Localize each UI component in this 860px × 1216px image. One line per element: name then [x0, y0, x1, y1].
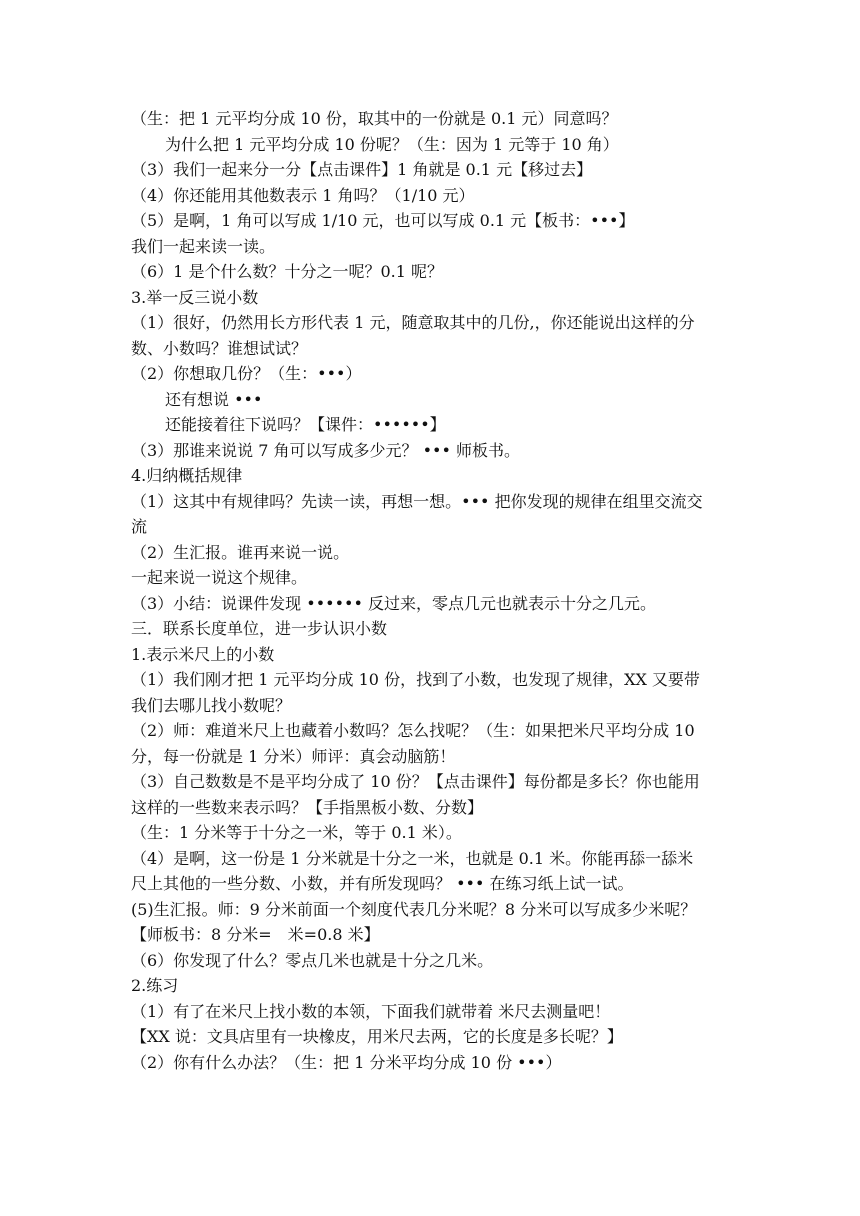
- text-line: (5)生汇报。师：9 分米前面一个刻度代表几分米呢？8 分米可以写成多少米呢？: [131, 899, 697, 919]
- text-line: （4）是啊，这一份是 1 分米就是十分之一米，也就是 0.1 米。你能再舔一舔米: [131, 848, 694, 868]
- text-line: 还能接着往下说吗？【课件：••••••】: [165, 415, 446, 434]
- text-line: 【师板书：8 分米= 米=0.8 米】: [131, 925, 380, 944]
- text-line: 我们一起来读一读。: [131, 236, 276, 256]
- text-line: （4）你还能用其他数表示 1 角吗？（1/10 元）: [131, 185, 475, 205]
- text-line: 尺上其他的一些分数、小数，并有所发现吗？ ••• 在练习纸上试一试。: [131, 874, 634, 893]
- text-line: 还有想说 •••: [165, 389, 263, 409]
- document-body: [131, 106, 731, 1075]
- text-line: （3）我们一起来分一分【点击课件】1 角就是 0.1 元【移过去】: [131, 160, 593, 179]
- text-line: （2）生汇报。谁再来说一说。: [131, 542, 350, 562]
- text-line: 这样的一些数来表示吗？【手指黑板小数、分数】: [131, 797, 484, 817]
- text-line: 数、小数吗？谁想试试？: [131, 338, 308, 358]
- text-line: （3）小结：说课件发现 •••••• 反过来，零点几元也就表示十分之几元。: [131, 593, 656, 613]
- section-heading: 1.表示米尺上的小数: [131, 644, 275, 664]
- text-line: （1）很好，仍然用长方形代表 1 元，随意取其中的几份,，你还能说出这样的分: [131, 313, 695, 332]
- text-line: （6）1 是个什么数？十分之一呢？0.1 呢？: [131, 262, 443, 281]
- text-line: 流: [131, 517, 148, 536]
- text-line: 分，每一份就是 1 分米）师评：真会动脑筋！: [131, 746, 456, 766]
- text-line: 为什么把 1 元平均分成 10 份呢？（生：因为 1 元等于 10 角）: [165, 134, 619, 154]
- text-line: 一起来说一说这个规律。: [131, 568, 308, 587]
- text-line: （2）你有什么办法？（生：把 1 分米平均分成 10 份 •••）: [131, 1052, 562, 1072]
- text-line: （3）自己数数是不是平均分成了 10 份？【点击课件】每份都是多长？你也能用: [131, 772, 700, 791]
- text-line: （1）有了在米尺上找小数的本领，下面我们就带着 米尺去测量吧！: [131, 1001, 611, 1021]
- text-line: （2）你想取几份？（生：•••）: [131, 364, 362, 383]
- section-heading: 2.练习: [131, 976, 179, 995]
- text-line: （生：1 分米等于十分之一米，等于 0.1 米）。: [131, 823, 462, 842]
- text-line: （1）我们刚才把 1 元平均分成 10 份，找到了小数，也发现了规律，XX 又要带: [131, 670, 700, 689]
- section-heading: 三．联系长度单位，进一步认识小数: [131, 619, 388, 638]
- text-line: 【XX 说：文具店里有一块橡皮，用米尺去两，它的长度是多长呢？】: [131, 1027, 623, 1046]
- text-line: （3）那谁来说说 7 角可以写成多少元？ ••• 师板书。: [131, 440, 521, 460]
- text-line: （2）师：难道米尺上也藏着小数吗？怎么找呢？（生：如果把米尺平均分成 10: [131, 721, 695, 740]
- text-line: （生：把 1 元平均分成 10 份，取其中的一份就是 0.1 元）同意吗？: [131, 109, 618, 128]
- section-heading: 4.归纳概括规律: [131, 466, 243, 485]
- section-heading: 3.举一反三说小数: [131, 287, 259, 307]
- text-line: （1）这其中有规律吗？先读一读，再想一想。••• 把你发现的规律在组里交流交: [131, 491, 703, 511]
- text-line: 我们去哪儿找小数呢？: [131, 695, 292, 715]
- text-line: （5）是啊，1 角可以写成 1/10 元，也可以写成 0.1 元【板书：•••】: [131, 211, 635, 230]
- text-line: （6）你发现了什么？零点几米也就是十分之几米。: [131, 950, 494, 970]
